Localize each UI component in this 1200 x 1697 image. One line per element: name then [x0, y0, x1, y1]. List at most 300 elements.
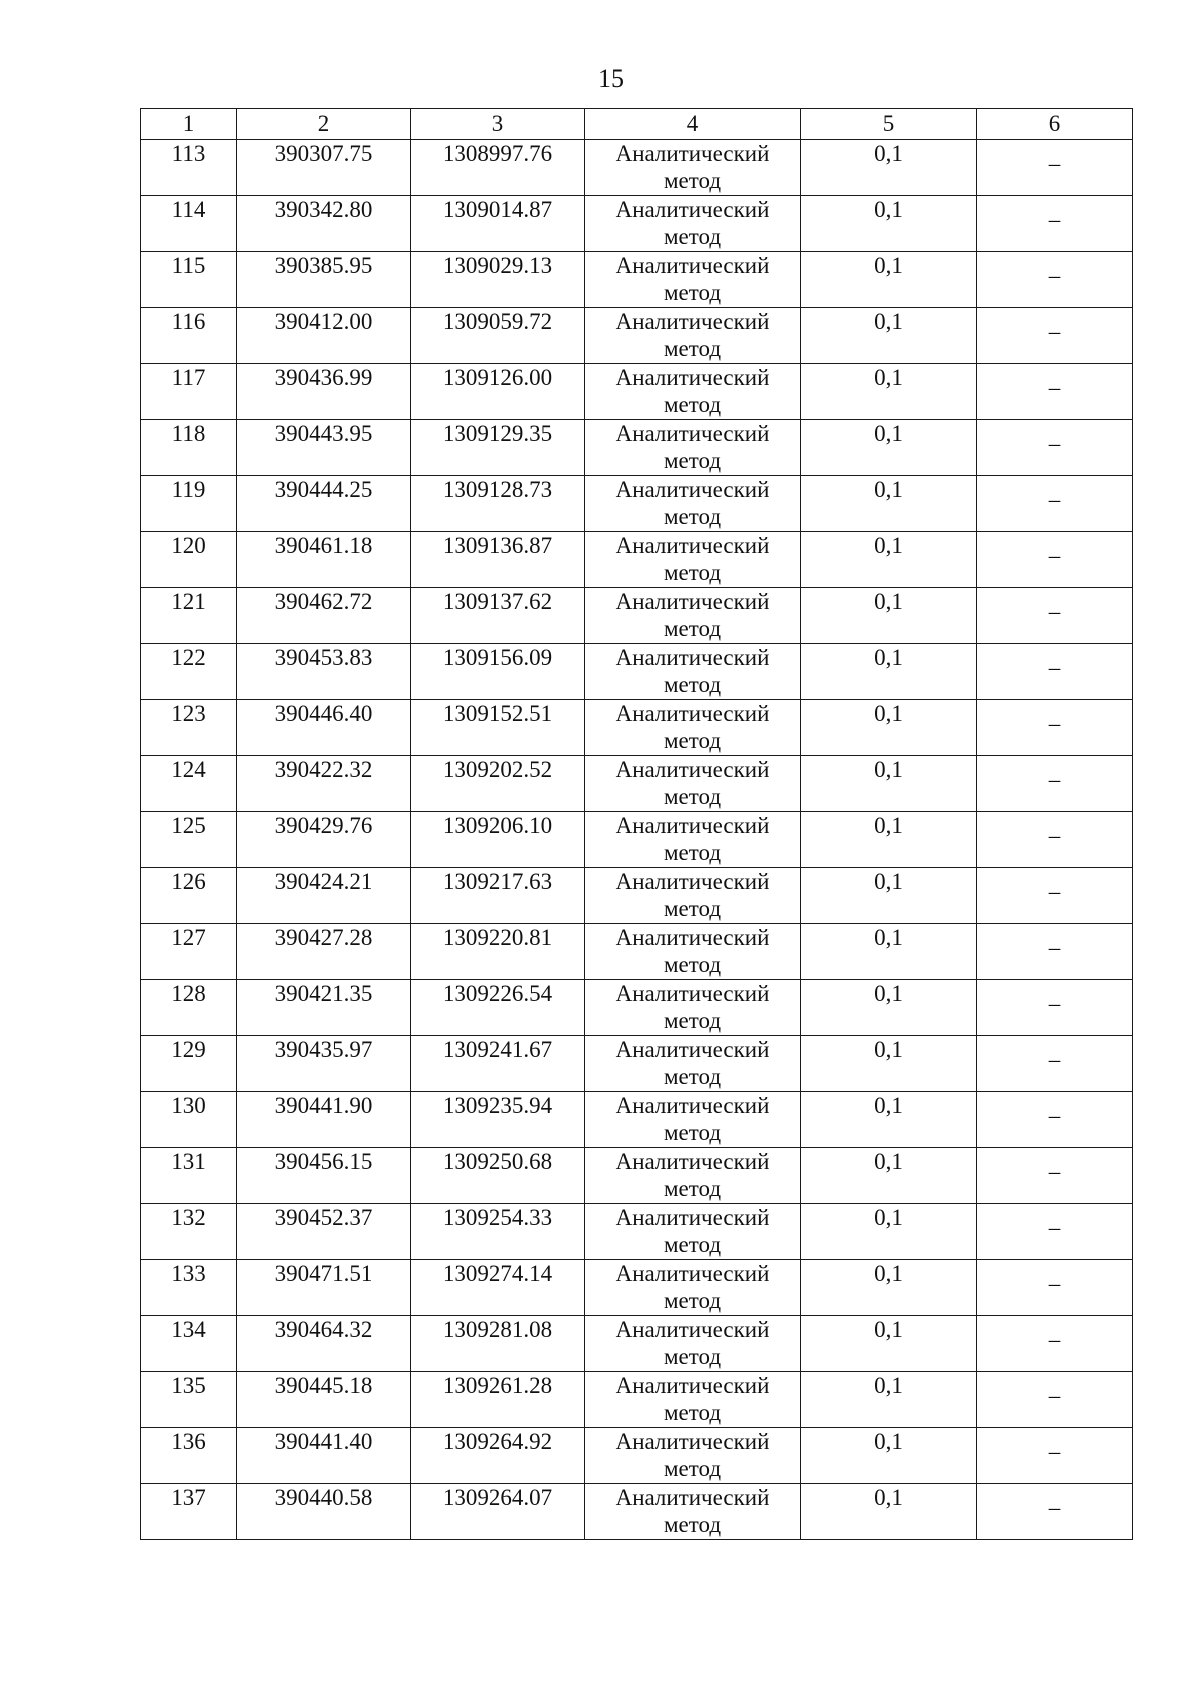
x-coordinate-text: 390453.83 — [274, 645, 373, 670]
accuracy-cell — [801, 1372, 977, 1428]
x-coordinate-cell — [237, 644, 411, 700]
x-coordinate-cell — [237, 1036, 411, 1092]
x-coordinate-text: 390421.35 — [274, 981, 373, 1006]
x-coordinate-text: 390307.75 — [274, 141, 373, 166]
y-coordinate-text: 1309129.35 — [442, 421, 553, 446]
note-cell — [977, 196, 1133, 252]
note-text: – — [1048, 543, 1061, 568]
x-coordinate-cell — [237, 1428, 411, 1484]
point-number-text: 131 — [171, 1149, 206, 1174]
accuracy-cell — [801, 364, 977, 420]
y-coordinate-cell — [411, 1372, 585, 1428]
y-coordinate-text: 1309250.68 — [442, 1149, 553, 1174]
y-coordinate-text: 1309126.00 — [442, 365, 553, 390]
table-row — [141, 1484, 1133, 1540]
method-cell — [585, 140, 801, 196]
y-coordinate-cell — [411, 700, 585, 756]
note-cell — [977, 980, 1133, 1036]
point-number-text: 137 — [171, 1485, 206, 1510]
accuracy-cell — [801, 980, 977, 1036]
x-coordinate-cell — [237, 364, 411, 420]
note-cell — [977, 476, 1133, 532]
note-cell — [977, 644, 1133, 700]
x-coordinate-cell — [237, 1372, 411, 1428]
accuracy-cell — [801, 140, 977, 196]
y-coordinate-text: 1309254.33 — [442, 1205, 553, 1230]
y-coordinate-cell — [411, 1260, 585, 1316]
table-row — [141, 980, 1133, 1036]
note-cell — [977, 252, 1133, 308]
point-number-text: 132 — [171, 1205, 206, 1230]
table-row — [141, 1036, 1133, 1092]
point-number-cell — [141, 1204, 237, 1260]
note-cell — [977, 1316, 1133, 1372]
note-text: – — [1048, 1271, 1061, 1296]
point-number-cell — [141, 1372, 237, 1428]
x-coordinate-cell — [237, 420, 411, 476]
method-cell — [585, 532, 801, 588]
method-text: Аналитический метод — [615, 701, 770, 753]
method-cell — [585, 420, 801, 476]
accuracy-cell — [801, 1204, 977, 1260]
table-row — [141, 1204, 1133, 1260]
method-text: Аналитический метод — [615, 813, 770, 865]
point-number-text: 125 — [171, 813, 206, 838]
table-row — [141, 140, 1133, 196]
y-coordinate-cell — [411, 1148, 585, 1204]
note-cell — [977, 1148, 1133, 1204]
x-coordinate-cell — [237, 532, 411, 588]
point-number-text: 126 — [171, 869, 206, 894]
y-coordinate-cell — [411, 252, 585, 308]
table-row — [141, 308, 1133, 364]
table-row — [141, 812, 1133, 868]
point-number-text: 113 — [171, 141, 206, 166]
method-cell — [585, 1204, 801, 1260]
point-number-text: 124 — [171, 757, 206, 782]
y-coordinate-text: 1309226.54 — [442, 981, 553, 1006]
point-number-text: 117 — [171, 365, 206, 390]
note-text: – — [1048, 823, 1061, 848]
point-number-cell — [141, 532, 237, 588]
point-number-text: 123 — [171, 701, 206, 726]
method-text: Аналитический метод — [615, 365, 770, 417]
accuracy-cell — [801, 532, 977, 588]
accuracy-cell — [801, 812, 977, 868]
accuracy-cell — [801, 1316, 977, 1372]
note-text: – — [1048, 711, 1061, 736]
y-coordinate-cell — [411, 420, 585, 476]
table-row — [141, 700, 1133, 756]
x-coordinate-text: 390342.80 — [274, 197, 373, 222]
note-text: – — [1048, 1495, 1061, 1520]
note-text: – — [1048, 655, 1061, 680]
accuracy-cell — [801, 252, 977, 308]
column-header: 3 — [411, 109, 585, 140]
table-row — [141, 924, 1133, 980]
note-cell — [977, 420, 1133, 476]
y-coordinate-text: 1309261.28 — [442, 1373, 553, 1398]
method-cell — [585, 756, 801, 812]
point-number-cell — [141, 1092, 237, 1148]
method-text: Аналитический метод — [615, 757, 770, 809]
point-number-cell — [141, 252, 237, 308]
note-cell — [977, 1092, 1133, 1148]
note-cell — [977, 700, 1133, 756]
accuracy-text: 0,1 — [874, 421, 903, 446]
point-number-cell — [141, 812, 237, 868]
x-coordinate-cell — [237, 196, 411, 252]
x-coordinate-text: 390462.72 — [274, 589, 373, 614]
table-row — [141, 1428, 1133, 1484]
method-cell — [585, 980, 801, 1036]
y-coordinate-text: 1309281.08 — [442, 1317, 553, 1342]
y-coordinate-text: 1309202.52 — [442, 757, 553, 782]
note-cell — [977, 756, 1133, 812]
accuracy-text: 0,1 — [874, 1429, 903, 1454]
note-cell — [977, 140, 1133, 196]
note-cell — [977, 1260, 1133, 1316]
point-number-cell — [141, 308, 237, 364]
y-coordinate-cell — [411, 924, 585, 980]
table-row — [141, 1316, 1133, 1372]
y-coordinate-text: 1309156.09 — [442, 645, 553, 670]
x-coordinate-text: 390427.28 — [274, 925, 373, 950]
note-cell — [977, 868, 1133, 924]
point-number-cell — [141, 1036, 237, 1092]
note-cell — [977, 308, 1133, 364]
method-cell — [585, 1260, 801, 1316]
point-number-text: 121 — [171, 589, 206, 614]
x-coordinate-cell — [237, 140, 411, 196]
accuracy-text: 0,1 — [874, 1373, 903, 1398]
table-row — [141, 588, 1133, 644]
x-coordinate-cell — [237, 868, 411, 924]
point-number-cell — [141, 196, 237, 252]
method-cell — [585, 1036, 801, 1092]
note-cell — [977, 812, 1133, 868]
method-text: Аналитический метод — [615, 1261, 770, 1313]
x-coordinate-cell — [237, 924, 411, 980]
x-coordinate-cell — [237, 588, 411, 644]
x-coordinate-cell — [237, 756, 411, 812]
y-coordinate-cell — [411, 1204, 585, 1260]
x-coordinate-cell — [237, 308, 411, 364]
x-coordinate-cell — [237, 1260, 411, 1316]
y-coordinate-text: 1309014.87 — [442, 197, 553, 222]
table-row — [141, 476, 1133, 532]
note-cell — [977, 1204, 1133, 1260]
accuracy-text: 0,1 — [874, 589, 903, 614]
x-coordinate-text: 390441.90 — [274, 1093, 373, 1118]
method-text: Аналитический метод — [615, 1429, 770, 1481]
x-coordinate-text: 390441.40 — [274, 1429, 373, 1454]
accuracy-text: 0,1 — [874, 1261, 903, 1286]
point-number-cell — [141, 364, 237, 420]
y-coordinate-text: 1309137.62 — [442, 589, 553, 614]
x-coordinate-text: 390443.95 — [274, 421, 373, 446]
table-row — [141, 1260, 1133, 1316]
y-coordinate-cell — [411, 588, 585, 644]
method-text: Аналитический метод — [615, 869, 770, 921]
method-text: Аналитический метод — [615, 1149, 770, 1201]
x-coordinate-text: 390444.25 — [274, 477, 373, 502]
method-cell — [585, 308, 801, 364]
note-text: – — [1048, 935, 1061, 960]
x-coordinate-text: 390452.37 — [274, 1205, 373, 1230]
table-header-row — [141, 109, 1133, 140]
accuracy-text: 0,1 — [874, 925, 903, 950]
note-cell — [977, 1484, 1133, 1540]
point-number-cell — [141, 756, 237, 812]
y-coordinate-cell — [411, 308, 585, 364]
x-coordinate-text: 390412.00 — [274, 309, 373, 334]
point-number-cell — [141, 868, 237, 924]
x-coordinate-text: 390422.32 — [274, 757, 373, 782]
y-coordinate-text: 1309217.63 — [442, 869, 553, 894]
method-text: Аналитический метод — [615, 197, 770, 249]
method-text: Аналитический метод — [615, 645, 770, 697]
point-number-cell — [141, 476, 237, 532]
y-coordinate-text: 1309220.81 — [442, 925, 553, 950]
point-number-text: 135 — [171, 1373, 206, 1398]
y-coordinate-text: 1309136.87 — [442, 533, 553, 558]
note-text: – — [1048, 375, 1061, 400]
table-row — [141, 756, 1133, 812]
column-header: 5 — [801, 109, 977, 140]
y-coordinate-text: 1309128.73 — [442, 477, 553, 502]
accuracy-text: 0,1 — [874, 533, 903, 558]
accuracy-text: 0,1 — [874, 813, 903, 838]
note-text: – — [1048, 207, 1061, 232]
y-coordinate-cell — [411, 980, 585, 1036]
x-coordinate-text: 390429.76 — [274, 813, 373, 838]
note-cell — [977, 532, 1133, 588]
table-row — [141, 196, 1133, 252]
accuracy-cell — [801, 644, 977, 700]
method-cell — [585, 700, 801, 756]
point-number-text: 127 — [171, 925, 206, 950]
method-text: Аналитический метод — [615, 141, 770, 193]
y-coordinate-cell — [411, 476, 585, 532]
coordinates-table — [140, 108, 1133, 1540]
accuracy-text: 0,1 — [874, 1485, 903, 1510]
point-number-cell — [141, 1428, 237, 1484]
table-row — [141, 532, 1133, 588]
method-cell — [585, 364, 801, 420]
point-number-text: 134 — [171, 1317, 206, 1342]
accuracy-text: 0,1 — [874, 981, 903, 1006]
table-row — [141, 252, 1133, 308]
y-coordinate-cell — [411, 140, 585, 196]
accuracy-text: 0,1 — [874, 253, 903, 278]
note-text: – — [1048, 991, 1061, 1016]
accuracy-cell — [801, 420, 977, 476]
table-row — [141, 364, 1133, 420]
y-coordinate-text: 1309264.92 — [442, 1429, 553, 1454]
method-cell — [585, 1484, 801, 1540]
x-coordinate-text: 390456.15 — [274, 1149, 373, 1174]
table-row — [141, 1372, 1133, 1428]
column-header: 2 — [237, 109, 411, 140]
point-number-text: 116 — [171, 309, 206, 334]
x-coordinate-text: 390435.97 — [274, 1037, 373, 1062]
accuracy-text: 0,1 — [874, 645, 903, 670]
table-row — [141, 644, 1133, 700]
y-coordinate-cell — [411, 1036, 585, 1092]
y-coordinate-text: 1308997.76 — [442, 141, 553, 166]
method-text: Аналитический метод — [615, 1205, 770, 1257]
accuracy-cell — [801, 196, 977, 252]
point-number-cell — [141, 1260, 237, 1316]
note-text: – — [1048, 599, 1061, 624]
method-text: Аналитический метод — [615, 1373, 770, 1425]
method-text: Аналитический метод — [615, 309, 770, 361]
x-coordinate-text: 390424.21 — [274, 869, 373, 894]
method-text: Аналитический метод — [615, 421, 770, 473]
accuracy-cell — [801, 308, 977, 364]
method-text: Аналитический метод — [615, 1317, 770, 1369]
accuracy-text: 0,1 — [874, 1093, 903, 1118]
note-text: – — [1048, 431, 1061, 456]
table-row — [141, 420, 1133, 476]
method-cell — [585, 1092, 801, 1148]
method-text: Аналитический метод — [615, 981, 770, 1033]
note-text: – — [1048, 879, 1061, 904]
point-number-cell — [141, 700, 237, 756]
accuracy-cell — [801, 1484, 977, 1540]
method-cell — [585, 1372, 801, 1428]
accuracy-text: 0,1 — [874, 141, 903, 166]
x-coordinate-text: 390436.99 — [274, 365, 373, 390]
note-text: – — [1048, 151, 1061, 176]
x-coordinate-text: 390446.40 — [274, 701, 373, 726]
method-text: Аналитический метод — [615, 1485, 770, 1537]
method-cell — [585, 924, 801, 980]
note-text: – — [1048, 1103, 1061, 1128]
y-coordinate-cell — [411, 812, 585, 868]
note-text: – — [1048, 767, 1061, 792]
y-coordinate-cell — [411, 1316, 585, 1372]
note-text: – — [1048, 1439, 1061, 1464]
point-number-cell — [141, 140, 237, 196]
note-text: – — [1048, 1215, 1061, 1240]
accuracy-text: 0,1 — [874, 757, 903, 782]
accuracy-cell — [801, 756, 977, 812]
accuracy-cell — [801, 1036, 977, 1092]
method-text: Аналитический метод — [615, 1037, 770, 1089]
note-text: – — [1048, 487, 1061, 512]
y-coordinate-cell — [411, 644, 585, 700]
point-number-text: 114 — [171, 197, 206, 222]
y-coordinate-text: 1309029.13 — [442, 253, 553, 278]
accuracy-cell — [801, 868, 977, 924]
point-number-text: 136 — [171, 1429, 206, 1454]
point-number-cell — [141, 588, 237, 644]
y-coordinate-cell — [411, 868, 585, 924]
x-coordinate-cell — [237, 1092, 411, 1148]
y-coordinate-text: 1309059.72 — [442, 309, 553, 334]
point-number-cell — [141, 1148, 237, 1204]
method-cell — [585, 1428, 801, 1484]
accuracy-cell — [801, 1148, 977, 1204]
accuracy-text: 0,1 — [874, 477, 903, 502]
x-coordinate-text: 390471.51 — [274, 1261, 373, 1286]
point-number-text: 119 — [171, 477, 206, 502]
method-text: Аналитический метод — [615, 589, 770, 641]
x-coordinate-cell — [237, 1204, 411, 1260]
note-cell — [977, 1428, 1133, 1484]
accuracy-cell — [801, 1428, 977, 1484]
note-cell — [977, 1372, 1133, 1428]
method-cell — [585, 252, 801, 308]
table-row — [141, 1148, 1133, 1204]
point-number-text: 128 — [171, 981, 206, 1006]
note-cell — [977, 924, 1133, 980]
y-coordinate-cell — [411, 1428, 585, 1484]
point-number-cell — [141, 644, 237, 700]
y-coordinate-text: 1309274.14 — [442, 1261, 553, 1286]
accuracy-text: 0,1 — [874, 365, 903, 390]
method-cell — [585, 812, 801, 868]
accuracy-text: 0,1 — [874, 701, 903, 726]
x-coordinate-cell — [237, 1316, 411, 1372]
x-coordinate-cell — [237, 1148, 411, 1204]
note-cell — [977, 364, 1133, 420]
y-coordinate-cell — [411, 1484, 585, 1540]
note-text: – — [1048, 1047, 1061, 1072]
column-header: 1 — [141, 109, 237, 140]
point-number-text: 129 — [171, 1037, 206, 1062]
method-cell — [585, 868, 801, 924]
accuracy-text: 0,1 — [874, 1149, 903, 1174]
accuracy-text: 0,1 — [874, 309, 903, 334]
point-number-text: 122 — [171, 645, 206, 670]
note-text: – — [1048, 319, 1061, 344]
y-coordinate-text: 1309264.07 — [442, 1485, 553, 1510]
note-text: – — [1048, 1327, 1061, 1352]
y-coordinate-text: 1309152.51 — [442, 701, 553, 726]
method-cell — [585, 476, 801, 532]
point-number-text: 118 — [171, 421, 206, 446]
method-text: Аналитический метод — [615, 253, 770, 305]
x-coordinate-text: 390440.58 — [274, 1485, 373, 1510]
y-coordinate-cell — [411, 1092, 585, 1148]
accuracy-text: 0,1 — [874, 197, 903, 222]
method-text: Аналитический метод — [615, 925, 770, 977]
x-coordinate-text: 390464.32 — [274, 1317, 373, 1342]
accuracy-cell — [801, 588, 977, 644]
x-coordinate-text: 390461.18 — [274, 533, 373, 558]
x-coordinate-text: 390445.18 — [274, 1373, 373, 1398]
y-coordinate-cell — [411, 364, 585, 420]
method-cell — [585, 588, 801, 644]
note-text: – — [1048, 263, 1061, 288]
method-text: Аналитический метод — [615, 477, 770, 529]
x-coordinate-text: 390385.95 — [274, 253, 373, 278]
accuracy-text: 0,1 — [874, 1205, 903, 1230]
note-cell — [977, 1036, 1133, 1092]
table-body — [141, 140, 1133, 1540]
accuracy-text: 0,1 — [874, 869, 903, 894]
y-coordinate-text: 1309241.67 — [442, 1037, 553, 1062]
y-coordinate-cell — [411, 196, 585, 252]
accuracy-cell — [801, 700, 977, 756]
x-coordinate-cell — [237, 980, 411, 1036]
x-coordinate-cell — [237, 252, 411, 308]
method-text: Аналитический метод — [615, 533, 770, 585]
y-coordinate-cell — [411, 532, 585, 588]
